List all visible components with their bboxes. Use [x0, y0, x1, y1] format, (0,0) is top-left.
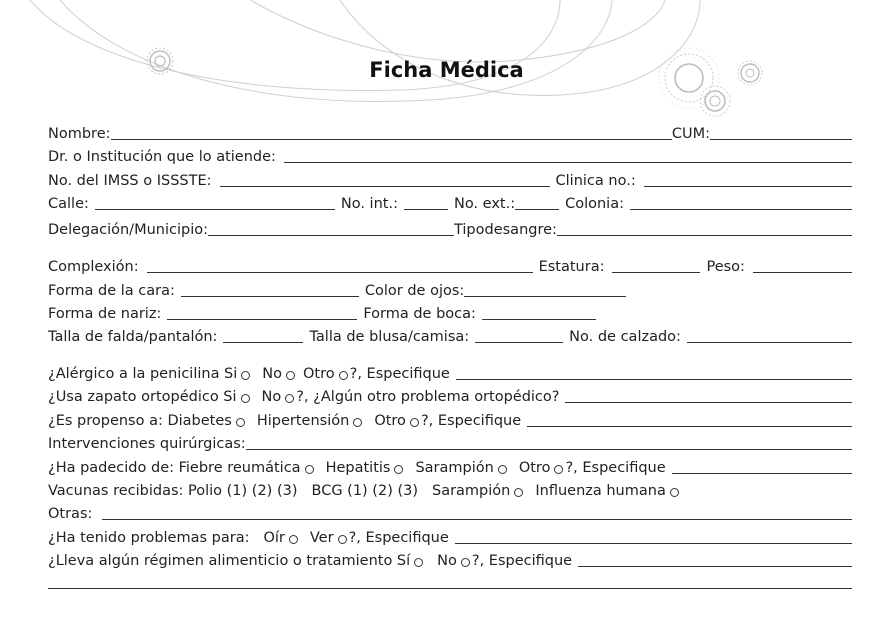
field-ortopedico-otro[interactable]: [565, 387, 852, 403]
row-nombre: [48, 123, 852, 143]
field-falda[interactable]: [223, 327, 303, 343]
row-intervenciones: [48, 433, 852, 453]
label-sarampion: Sarampión: [415, 460, 494, 476]
field-colonia[interactable]: [630, 194, 852, 210]
field-cum[interactable]: [710, 124, 852, 140]
row-complexion: [48, 256, 852, 276]
q-ortopedico: ¿Usa zapato ortopédico Si: [48, 389, 237, 405]
radio-regimen-no[interactable]: [461, 558, 470, 567]
label-calzado: No. de calzado:: [569, 329, 681, 345]
label-nombre: Nombre:: [48, 126, 111, 142]
field-noint[interactable]: [404, 194, 448, 210]
field-regimen-especifique[interactable]: [578, 551, 852, 567]
field-clinica[interactable]: [644, 171, 852, 187]
field-calzado[interactable]: [687, 327, 852, 343]
row-calle: [48, 193, 852, 213]
field-blusa[interactable]: [475, 327, 563, 343]
radio-regimen-si[interactable]: [414, 558, 423, 567]
q-intervenciones: Intervenciones quirúrgicas:: [48, 436, 246, 452]
label-estatura: Estatura:: [538, 259, 605, 275]
radio-propenso-otro[interactable]: [410, 418, 419, 427]
label-padecido-especifique: ?, Especifique: [565, 460, 666, 476]
field-padecido-especifique[interactable]: [672, 458, 852, 474]
label-vacuna-sarampion: Sarampión: [432, 483, 511, 499]
label-noext: No. ext.:: [453, 196, 516, 212]
label-calle: Calle:: [48, 196, 89, 212]
label-propenso-otro: Otro: [374, 413, 406, 429]
radio-hipertension[interactable]: [353, 418, 362, 427]
field-cara[interactable]: [181, 281, 359, 297]
label-ver: Ver: [309, 530, 334, 546]
label-delegacion: Delegación/Municipio:: [48, 222, 208, 238]
label-cara: Forma de la cara:: [48, 283, 175, 299]
q-regimen: ¿Lleva algún régimen alimenticio o tratamiento Sí: [48, 553, 411, 569]
radio-penicilina-no[interactable]: [286, 371, 295, 380]
radio-padecido-otro[interactable]: [554, 465, 563, 474]
field-intervenciones[interactable]: [246, 434, 852, 450]
radio-penicilina-otro[interactable]: [339, 371, 348, 380]
radio-hepatitis[interactable]: [394, 465, 403, 474]
label-problemas-especifique: ?, Especifique: [348, 530, 449, 546]
field-boca[interactable]: [482, 304, 596, 320]
radio-ortopedico-no[interactable]: [285, 394, 294, 403]
row-penicilina: [48, 363, 852, 383]
row-vacunas: [48, 480, 852, 500]
field-problemas-especifique[interactable]: [455, 528, 852, 544]
label-doctor: Dr. o Institución que lo atiende:: [48, 149, 276, 165]
radio-fiebre-reumatica[interactable]: [305, 465, 314, 474]
q-propenso: ¿Es propenso a: Diabetes: [48, 413, 232, 429]
field-propenso-especifique[interactable]: [527, 411, 852, 427]
row-delegacion: [48, 219, 852, 239]
row-doctor: [48, 146, 852, 166]
label-regimen-especifique: ?, Especifique: [471, 553, 573, 569]
label-hepatitis: Hepatitis: [325, 460, 391, 476]
field-estatura[interactable]: [612, 257, 700, 273]
label-peso: Peso:: [706, 259, 745, 275]
label-regimen-no: No: [437, 553, 457, 569]
field-doctor[interactable]: [284, 147, 852, 163]
row-problemas: [48, 527, 852, 547]
row-regimen: [48, 550, 852, 570]
label-tiposangre: Tipodesangre:: [453, 222, 557, 238]
label-penicilina-especifique: ?, Especifique: [349, 366, 450, 382]
label-bcg: BCG (1) (2) (3): [311, 483, 418, 499]
radio-ortopedico-si[interactable]: [241, 394, 250, 403]
row-propenso: [48, 410, 852, 430]
radio-diabetes[interactable]: [236, 418, 245, 427]
radio-sarampion[interactable]: [498, 465, 507, 474]
label-falda: Talla de falda/pantalón:: [48, 329, 218, 345]
q-padecido: ¿Ha padecido de: Fiebre reumática: [48, 460, 301, 476]
field-complexion[interactable]: [147, 257, 533, 273]
q-penicilina: ¿Alérgico a la penicilina Si: [48, 366, 238, 382]
label-ortopedico-no: No: [261, 389, 282, 405]
row-otras: [48, 503, 852, 523]
label-oir: Oír: [263, 530, 285, 546]
page-title: Ficha Médica: [369, 58, 524, 82]
row-cara: [48, 280, 852, 300]
radio-oir[interactable]: [289, 535, 298, 544]
radio-penicilina-si[interactable]: [241, 371, 250, 380]
q-otras: Otras:: [48, 506, 93, 522]
field-noext[interactable]: [515, 194, 559, 210]
q-vacunas: Vacunas recibidas: Polio (1) (2) (3): [48, 483, 298, 499]
label-influenza: Influenza humana: [535, 483, 666, 499]
label-propenso-especifique: ?, Especifique: [420, 413, 522, 429]
field-calle[interactable]: [95, 194, 335, 210]
label-hipertension: Hipertensión: [256, 413, 350, 429]
radio-ver[interactable]: [338, 535, 347, 544]
row-tallas: [48, 326, 852, 346]
label-colonia: Colonia:: [565, 196, 624, 212]
radio-vacuna-sarampion[interactable]: [514, 488, 523, 497]
field-nombre[interactable]: [111, 124, 672, 140]
field-ojos[interactable]: [464, 281, 626, 297]
label-ojos: Color de ojos:: [364, 283, 465, 299]
row-nariz: [48, 303, 852, 323]
row-padecido: [48, 457, 852, 477]
label-nariz: Forma de nariz:: [48, 306, 162, 322]
field-peso[interactable]: [753, 257, 852, 273]
row-imss: [48, 170, 852, 190]
label-padecido-otro: Otro: [518, 460, 551, 476]
field-extra-line[interactable]: [48, 588, 852, 589]
row-ortopedico: [48, 386, 852, 406]
label-imss: No. del IMSS o ISSSTE:: [48, 173, 212, 189]
field-penicilina-especifique[interactable]: [456, 364, 852, 380]
field-nariz[interactable]: [167, 304, 357, 320]
q-problemas: ¿Ha tenido problemas para:: [48, 530, 250, 546]
label-penicilina-otro: Otro: [303, 366, 335, 382]
field-otras[interactable]: [102, 504, 852, 520]
label-penicilina-no: No: [262, 366, 283, 382]
field-imss[interactable]: [220, 171, 550, 187]
label-blusa: Talla de blusa/camisa:: [309, 329, 470, 345]
field-tiposangre[interactable]: [557, 220, 852, 236]
label-boca: Forma de boca:: [363, 306, 476, 322]
label-complexion: Complexión:: [48, 259, 139, 275]
field-delegacion[interactable]: [208, 220, 454, 236]
label-ortopedico-otro: ?, ¿Algún otro problema ortopédico?: [296, 389, 560, 405]
label-cum: CUM:: [671, 126, 710, 142]
radio-influenza[interactable]: [670, 488, 679, 497]
label-clinica: Clinica no.:: [555, 173, 636, 189]
label-noint: No. int.:: [340, 196, 398, 212]
